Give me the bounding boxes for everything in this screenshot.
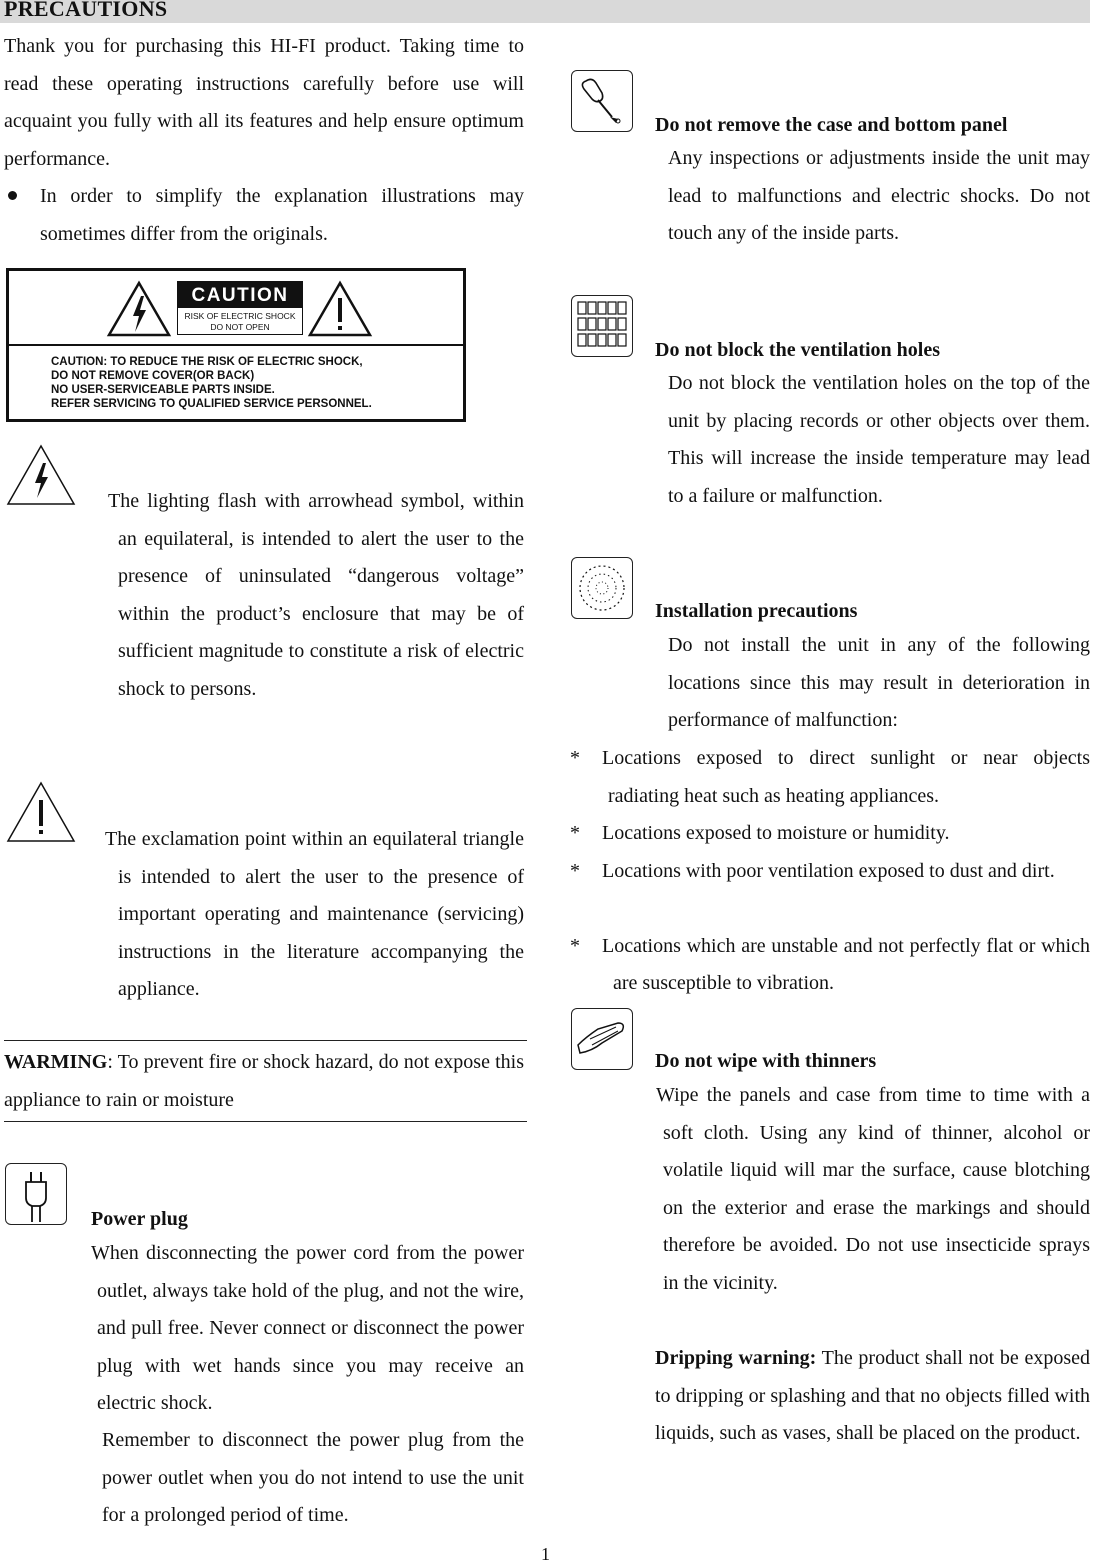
list-item-text [602,740,1090,815]
list-item-text [602,928,1090,1003]
power-plug-text1-span: When disconnecting the power cord from the power outlet, always take hold of the plug, and not the wire, and pull free. Never connect or disconnect the power plug with wet hands since you may receive an electric shock. [91,1242,524,1414]
screwdriver-icon [572,71,632,131]
intro-text: Thank you for purchasing this HI-FI product. Taking time to read these operating instructions carefully before use will acquaint you fully with all its features and help ensure optimum performance. [4,35,524,170]
power-plug-heading: Power plug [91,1208,188,1230]
page-title: PRECAUTIONS [4,0,168,21]
list-marker: * [570,934,580,957]
ventilation-heading: Do not block the ventilation holes [655,339,941,361]
list-item [568,815,1090,853]
power-plug-icon-box [5,1163,67,1225]
lightning-text: The lighting flash with arrowhead symbol, within an equilateral, is intended to alert the user to the presence of uninsulated “dangerous voltage” within the product’s enclosure that may be of sufficient magnitude to constitute a risk of electric shock to persons. [108,490,524,700]
caution-badge-box [177,281,303,335]
dripping-text: The product shall not be exposed to dripping or splashing and that no objects filled with liquids, such as vases, shall be placed on the product. [655,1347,1091,1444]
thinners-icon-box [571,1008,633,1070]
caution-line: DO NOT REMOVE COVER(OR BACK) [51,370,255,382]
list-item-text-span: Locations which are unstable and not perfectly flat or which are susceptible to vibration. [602,934,1090,994]
list-item-text [602,853,1090,891]
bullet-dot-icon [8,191,17,200]
thinners-text [656,1077,1090,1302]
warning-text: : To prevent fire or shock hazard, do not expose this appliance to rain or moisture [4,1051,524,1111]
warning-label: WARMING [4,1051,108,1073]
installation-list [568,740,1090,1003]
exclamation-text: The exclamation point within an equilateral triangle is intended to alert the user to the presence of important operating and maintenance (servicing) instructions in the literature accompanying the appliance. [105,828,524,1000]
caution-label [6,268,466,422]
list-item [568,740,1090,815]
power-plug-icon [6,1164,66,1224]
installation-heading: Installation precautions [655,600,858,622]
exclamation-triangle-icon [307,280,373,338]
exclamation-symbol-icon [5,780,77,844]
list-item [568,853,1090,928]
lightning-description [108,483,524,708]
thinners-heading: Do not wipe with thinners [655,1050,877,1072]
caution-badge: CAUTION [178,282,302,308]
installation-text: Do not install the unit in any of the following locations since this may result in deterioration in performance of malfunction: [668,634,1090,731]
sunlight-dots-icon [572,558,632,618]
ventilation-text: Do not block the ventilation holes on the top of the unit by placing records or other objects over them. This will increase the inside temperature may lead to a failure or malfunction. [668,372,1090,507]
case-text: Any inspections or adjustments inside the unit may lead to malfunctions and electric shocks. Do not touch any of the inside parts. [668,147,1090,244]
dripping-label: Dripping warning: [655,1347,817,1369]
page-number: 1 [541,1544,550,1564]
intro-bullet-text: In order to simplify the explanation illustrations may sometimes differ from the originals. [40,185,524,245]
warning-bottom-rule [4,1121,527,1122]
exclamation-description [105,821,524,1009]
caution-text-block [51,355,372,411]
caution-line: NO USER-SERVICEABLE PARTS INSIDE. [51,384,275,396]
list-item-text-span: Locations exposed to direct sunlight or near objects radiating heat such as heating appliances. [602,747,1090,807]
case-heading: Do not remove the case and bottom panel [655,114,1008,136]
caution-line: CAUTION: TO REDUCE THE RISK OF ELECTRIC SHOCK, [51,356,363,368]
ventilation-icon-box [571,295,633,357]
installation-icon-box [571,557,633,619]
caution-badge-sub1: RISK OF ELECTRIC SHOCK [184,311,296,321]
list-marker: * [570,747,580,769]
list-item-text: Locations exposed to moisture or humidity. [602,822,950,844]
power-plug-text2: Remember to disconnect the power plug from the power outlet when you do not intend to use the unit for a prolonged period of time. [102,1429,524,1526]
warning-paragraph [4,1044,524,1119]
thinners-text-span: Wipe the panels and case from time to time with a soft cloth. Using any kind of thinner, alcohol or volatile liquid will mar the surface, cause blotching on the exterior and erase the markings and should therefore be avoided. Do not use insecticide sprays in the vicinity. [656,1084,1090,1294]
lightning-symbol-icon [5,443,77,507]
caution-line: REFER SERVICING TO QUALIFIED SERVICE PERSONNEL. [51,398,372,410]
list-item-text-span: Locations with poor ventilation exposed to dust and dirt. [602,859,1055,882]
caution-badge-sub2: DO NOT OPEN [210,322,270,332]
case-icon-box [571,70,633,132]
list-marker: * [570,822,580,844]
cloth-wipe-icon [572,1009,632,1069]
warning-top-rule [4,1040,527,1041]
power-plug-text1 [91,1235,524,1423]
list-marker: * [570,859,580,882]
dripping-warning [655,1340,1090,1453]
ventilation-grille-icon [572,296,632,356]
list-item [568,928,1090,1003]
lightning-triangle-icon [106,280,172,338]
